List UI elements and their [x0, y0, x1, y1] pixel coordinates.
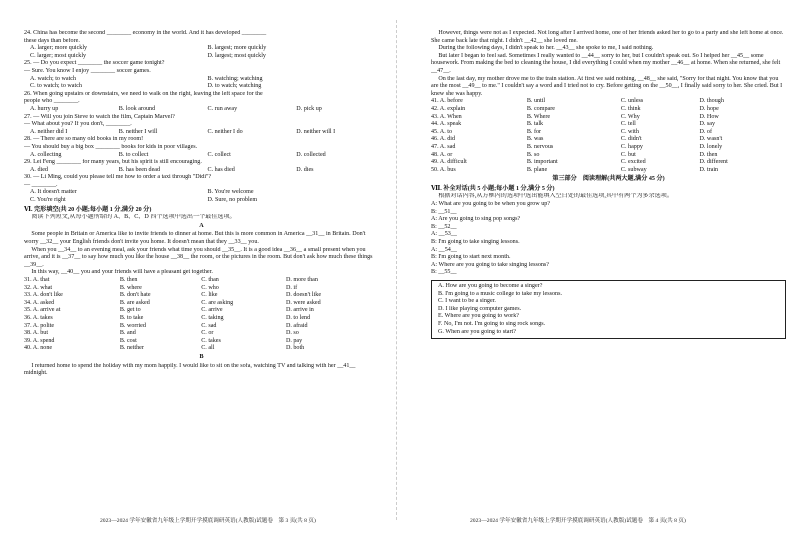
choice-cell: 48. A. or [431, 151, 453, 158]
choice-cell: B. and [119, 330, 136, 337]
choice-cell: 39. A. spend [24, 337, 55, 344]
choice-cell: 33. A. don't like [24, 292, 63, 299]
page-footer: 2023—2024 学年安徽省九年级上学期开学摸底调研英语(人教版)试题卷 第 3 页(共 8 页) [100, 518, 316, 524]
dialogue-line: A: What are you going to be when you grow up? [431, 201, 551, 208]
choice-cell: B. neither [119, 345, 144, 352]
choice-cell: C. takes [201, 337, 221, 344]
choice-row [431, 167, 786, 175]
choice-row [431, 152, 786, 160]
choice-cell: D. of [699, 128, 713, 135]
choice-row [24, 285, 379, 293]
choice-row [431, 121, 786, 129]
choice-cell: B. until [526, 98, 546, 105]
choice-cell: C. than [201, 277, 219, 283]
box-option: B. I'm going to a music college to take my lessons. [438, 290, 562, 297]
q27-options [24, 129, 379, 137]
option: B. watching; watching [207, 75, 263, 82]
dialogue-line: B: __51__ [431, 208, 457, 215]
choice-cell: 34. A. asked [24, 299, 55, 306]
passage-a-label: A [199, 222, 204, 229]
passage-b-paragraph: On the last day, my mother drove me to the train station. At first we said nothing, __48__ she said, "Sorry for that night. You know that you are the most __49__ to me." I couldn't say a word and I tried not to cry. Before getting on the __50__, I finally said sorry to her. She cried. But I knew she was happy. [431, 75, 783, 97]
choice-row [24, 292, 379, 300]
option: A. collecting [30, 151, 62, 158]
box-option: A. How are you going to become a singer? [438, 283, 543, 289]
choice-cell: B. cost [119, 337, 137, 344]
choice-cell: 32. A. what [24, 284, 53, 291]
choice-cell: C. who [201, 284, 219, 291]
choice-cell: 45. A. to [431, 128, 452, 135]
passage-b-paragraph: However, things were not as I expected. Not long after I arrived home, one of her friends asked her to go to a party and she left home at once. She came back late that night. I didn't __42__ she loved me. [431, 30, 784, 44]
choice-row [24, 307, 379, 315]
choice-cell: B. to take [119, 314, 144, 321]
q28-cont: — You should buy a big box ________ books for kids in poor villages. [24, 143, 198, 150]
option: D. dies [296, 166, 314, 173]
q26-cont: people who ________. [24, 98, 80, 105]
q25-stem: 25. — Do you expect ________ the soccer game tonight? [24, 60, 165, 67]
choice-cell: D. both [285, 345, 305, 352]
choice-cell: 47. A. sad [431, 143, 456, 150]
choice-cell: C. sad [201, 322, 217, 329]
choice-row [431, 114, 786, 122]
choice-row [24, 330, 379, 338]
choice-row [24, 338, 379, 346]
q30-options [24, 197, 379, 205]
choice-row [24, 277, 379, 285]
choices-31-40 [24, 277, 379, 353]
dialogue [431, 201, 786, 277]
option: C. has died [207, 166, 235, 173]
choice-cell: D. lonely [699, 143, 723, 150]
q24-stem: 24. China has become the second ________ economy in the world. And it has developed ________ [24, 30, 267, 36]
q26-stem: 26. When going upstairs or downstairs, we need to walk on the right, leaving the left space for the [24, 90, 263, 97]
q28-options [24, 152, 379, 160]
option: A. neither did I [30, 128, 68, 135]
choice-cell: 41. A. before [431, 98, 463, 105]
box-option: C. I want to be a singer. [438, 298, 496, 305]
choice-cell: B. compare [526, 105, 555, 112]
option: C. collect [207, 151, 231, 158]
choice-cell: C. think [620, 105, 641, 112]
choice-cell: 31. A. that [24, 277, 50, 283]
option: C. to watch; to watch [30, 83, 82, 90]
choice-cell: B. for [526, 128, 542, 135]
option: B. has been dead [118, 166, 161, 173]
option: B. largest; more quickly [207, 45, 267, 52]
choice-cell: D. pay [285, 337, 303, 344]
q25-cont: — Sure. You know I enjoy ________ soccer games. [24, 67, 151, 74]
choice-cell: 37. A. polite [24, 322, 55, 329]
q28-stem: 28. — There are so many old books in my room! [24, 136, 144, 143]
option: B. to collect [118, 151, 149, 158]
choice-cell: 36. A. takes [24, 314, 53, 321]
choice-cell: B. Where [526, 113, 551, 120]
passage-b-paragraph: I returned home to spend the holiday with my mom happily. I would like to sit on the sofa, watching TV and talking with her __41__ midnight. [24, 362, 356, 377]
choice-cell: B. worried [119, 322, 146, 329]
dialogue-line: B: I'm going to start next month. [431, 254, 511, 261]
choice-row [24, 315, 379, 323]
q30-options [24, 189, 379, 197]
box-option: G. When are you going to start? [438, 328, 516, 335]
option: A. watch; to watch [30, 75, 77, 82]
passage-b-paragraph: But later I began to feel sad. Sometimes I really wanted to __44__ sorry to her, but I couldn't speak out. So I helped her __45__ some housework. From making the bed to cleaning the house, I did everything I could when my mother __46__ at home. When she returned, she felt __47__. [431, 52, 781, 74]
choice-cell: B. plane [526, 166, 548, 173]
option: D. Sure, no problem [207, 197, 258, 204]
choice-cell: B. talk [526, 121, 544, 128]
dialogue-line: A: __54__ [431, 246, 457, 253]
choice-cell: 38. A. but [24, 330, 49, 337]
choice-cell: C. or [201, 330, 214, 337]
option: B. neither I will [118, 128, 158, 135]
option: D. largest; most quickly [207, 52, 266, 59]
choice-cell: D. more than [285, 277, 318, 283]
choice-cell: D. How [699, 113, 719, 120]
choice-cell: C. like [201, 292, 218, 299]
section-7-instructions: 根据对话内容,从方框内的选项中选出能填入空白处的最佳选项,其中有两个为多余选项。 [438, 193, 673, 200]
choice-cell: B. was [526, 136, 544, 143]
choice-cell: C. taking [201, 314, 224, 321]
choice-cell: B. get to [119, 307, 141, 314]
choice-cell: D. were asked [285, 299, 321, 306]
passage-a-paragraph: In this way, __40__ you and your friends will have a pleasant get together. [31, 269, 213, 276]
choice-cell: D. doesn't like [285, 292, 322, 299]
choice-cell: D. to lend [285, 314, 311, 321]
choice-cell: 50. A. bus [431, 166, 456, 173]
option: A. hurry up [30, 105, 59, 112]
q27-cont: — What about you? If you don't, ________. [24, 121, 132, 128]
choices-41-50 [431, 98, 786, 174]
choice-cell: C. tell [620, 121, 636, 128]
choice-row [431, 136, 786, 144]
choice-cell: B. don't hate [119, 292, 151, 299]
choice-row [431, 98, 786, 106]
choice-cell: C. unless [620, 98, 644, 105]
option: B. look around [118, 105, 156, 112]
choice-cell: D. train [699, 166, 719, 173]
q24-options [24, 53, 379, 61]
q26-options [24, 106, 379, 114]
passage-a-paragraph: When you __34__ to an evening meal, ask your friends what time you should __35__. It is a good idea __36__ a small present when you arrive, and it is __37__ to say how much you like the house __38__ the room, or the pictures in the room. But don't ask how much these things __39__. [24, 246, 373, 268]
choice-cell: C. with [620, 128, 639, 135]
page-fold [396, 20, 397, 520]
q30-cont: — ________. [24, 181, 58, 188]
option: D. to watch; watching [207, 83, 262, 90]
dialogue-line: B: __55__ [431, 269, 457, 276]
choice-cell: C. didn't [620, 136, 642, 143]
choice-row [24, 300, 379, 308]
choice-cell: D. different [699, 159, 728, 166]
q30-stem: 30. — Li Ming, could you please tell me how to order a taxi through "Didi"? [24, 174, 212, 181]
choice-cell: 35. A. arrive at [24, 307, 61, 314]
box-option: E. Where are you going to work? [438, 313, 519, 320]
page-footer: 2023—2024 学年安徽省九年级上学期开学摸底调研英语(人教版)试题卷 第 4 页(共 8 页) [470, 518, 686, 524]
passage-b-label: B [199, 353, 204, 360]
choice-cell: C. happy [620, 143, 643, 150]
option: C. neither I do [207, 128, 243, 135]
dialogue-line: A: Where are you going to take singing lessons? [431, 261, 550, 268]
choice-cell: C. but [620, 151, 636, 158]
option: D. neither will I [296, 128, 336, 135]
choice-cell: 43. A. When [431, 113, 462, 120]
option: A. died [30, 166, 48, 173]
choice-cell: D. so [285, 330, 299, 337]
choice-cell: D. say [699, 121, 716, 128]
choice-cell: B. then [119, 277, 138, 283]
q29-options [24, 167, 379, 175]
page-4 [431, 30, 786, 510]
choice-cell: 49. A. difficult [431, 159, 467, 166]
choice-cell: C. excited [620, 159, 646, 166]
choice-cell: C. Why [620, 113, 640, 120]
option: B. You're welcome [207, 189, 254, 196]
choice-cell: D. afraid [285, 322, 308, 329]
box-option: F. No, I'm not. I'm going to sing rock songs. [438, 320, 546, 327]
choice-cell: 40. A. none [24, 345, 53, 352]
option: C. larger; most quickly [30, 52, 87, 59]
choice-row [24, 345, 379, 353]
choice-cell: D. then [699, 151, 718, 158]
choice-cell: C. subway [620, 166, 647, 173]
section-7-title: Ⅶ. 补全对话(共 5 小题;每小题 1 分,满分 5 分) [431, 185, 555, 192]
dialogue-line: B: I'm going to take singing lessons. [431, 239, 520, 246]
choice-cell: D. hope [699, 105, 719, 112]
passage-a-paragraph: Some people in Britain or America like to invite friends to dinner at home. But this is more common in America __31__ in Britain. Don't worry __32__ your English friends don't invite you home. It doesn't mean that they __33__ you. [24, 231, 366, 246]
choice-cell: D. though [699, 98, 724, 105]
dialogue-line: A: Are you going to sing pop songs? [431, 216, 521, 223]
options-box [431, 280, 786, 339]
choice-cell: 46. A. did [431, 136, 456, 143]
choice-cell: 42. A. explain [431, 105, 466, 112]
dialogue-line: B: __52__ [431, 223, 457, 230]
box-option: D. I like playing computer games. [438, 305, 522, 312]
option: C. run away [207, 105, 238, 112]
q24-cont: these days than before. [24, 37, 80, 44]
option: A. It doesn't matter [30, 189, 77, 196]
choice-row [431, 159, 786, 167]
choice-cell: D. wasn't [699, 136, 723, 143]
page-3 [24, 30, 379, 510]
q25-options [24, 76, 379, 84]
choice-row [24, 323, 379, 331]
choice-cell: B. so [526, 151, 540, 158]
passage-b-paragraph: During the following days, I didn't speak to her. __43__ she spoke to me, I said nothing. [438, 45, 654, 52]
dialogue-line: A: __53__ [431, 231, 457, 238]
choice-cell: C. all [201, 345, 215, 352]
q24-options [24, 45, 379, 53]
choice-cell: B. are asked [119, 299, 150, 306]
q27-stem: 27. — Will you join Steve to watch the film, Captain Marvel? [24, 113, 175, 120]
choice-cell: D. if [285, 284, 298, 291]
choice-row [431, 106, 786, 114]
option: D. collected [296, 151, 326, 158]
option: C. You're right [30, 197, 66, 204]
section-6-title: Ⅵ. 完形填空(共 20 小题;每小题 1 分,满分 20 分) [24, 206, 152, 213]
choice-cell: C. arrive [201, 307, 223, 314]
choice-row [431, 129, 786, 137]
choice-cell: 44. A. speak [431, 121, 462, 128]
choice-cell: B. important [526, 159, 558, 166]
q25-options [24, 83, 379, 91]
option: D. pick up [296, 105, 322, 112]
choice-cell: D. arrive in [285, 307, 314, 314]
choice-cell: B. nervous [526, 143, 554, 150]
choice-row [431, 144, 786, 152]
choice-cell: C. are asking [201, 299, 234, 306]
section-6-instructions: 阅读下列短文,从每小题所给的 A、B、C、D 四个选项中选出一个最佳选项。 [31, 214, 236, 221]
part-3-title: 第三部分 阅读理解(共两大题,满分 45 分) [552, 176, 665, 183]
q29-stem: 29. Lei Feng ________ for many years, but his spirit is still encouraging. [24, 159, 202, 166]
choice-cell: B. where [119, 284, 142, 291]
option: A. larger; more quickly [30, 45, 88, 52]
